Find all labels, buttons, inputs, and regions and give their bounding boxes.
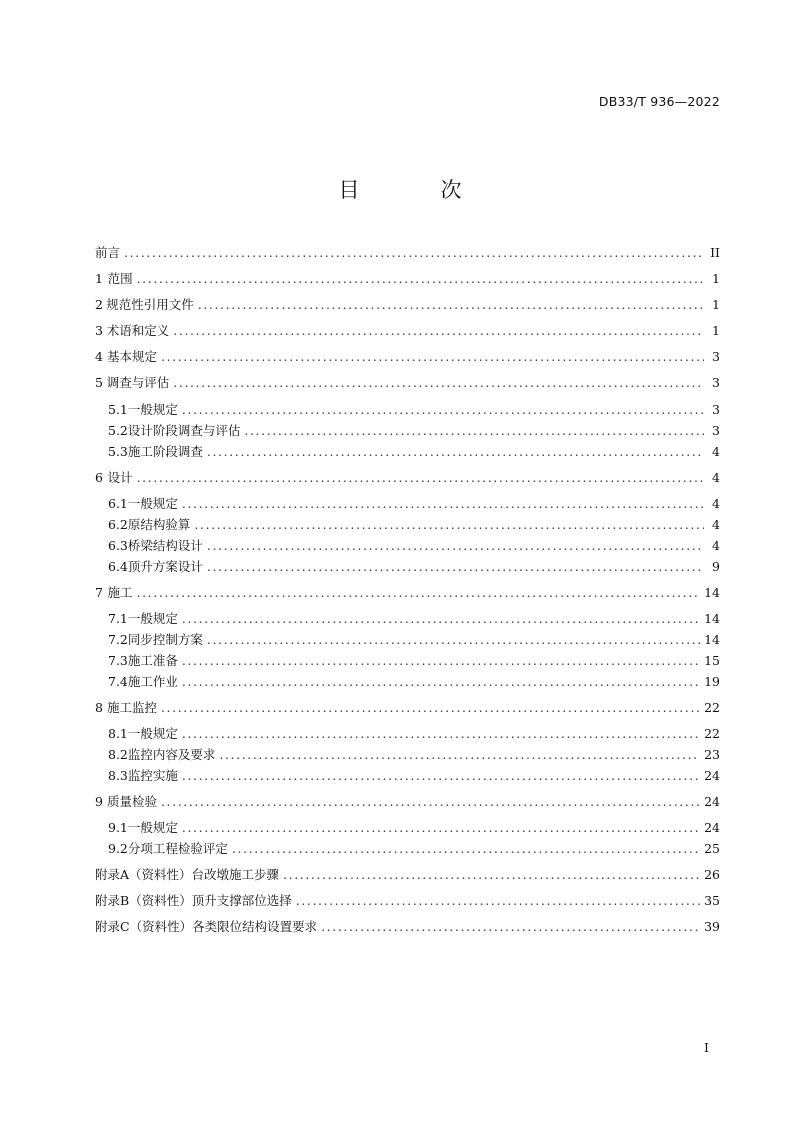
toc-leader-dots: [173, 322, 704, 340]
toc-leader-dots: [207, 537, 704, 555]
toc-entry-number: 1: [95, 271, 103, 286]
toc-entry[interactable]: [95, 793, 720, 811]
toc-entry-page: 22: [704, 700, 720, 715]
toc-leader-dots: [207, 443, 704, 461]
page-folio: I: [704, 1040, 709, 1055]
toc-entry[interactable]: [108, 516, 720, 534]
toc-leader-dots: [283, 866, 700, 884]
toc-entry-title: 设计: [107, 470, 133, 485]
toc-leader-dots: [161, 348, 704, 366]
toc-entry-number: 6.2: [108, 517, 128, 532]
toc-entry[interactable]: [108, 673, 720, 691]
toc-entry-title: 各类限位结构设置要求: [192, 919, 318, 934]
toc-entry[interactable]: [95, 296, 720, 314]
toc-leader-dots: [173, 374, 704, 392]
toc-entry[interactable]: [108, 767, 720, 785]
toc-entry-page: 4: [712, 517, 720, 532]
toc-entry[interactable]: [95, 348, 720, 366]
toc-entry-nature: （资料性）: [129, 919, 193, 934]
toc-entry-title: 基本规定: [107, 349, 158, 364]
toc-entry-title: 施工准备: [127, 653, 178, 668]
toc-entry-page: 26: [704, 867, 720, 882]
toc-entry-title: 原结构验算: [127, 517, 191, 532]
toc-entry[interactable]: [108, 840, 720, 858]
toc-entry-title: 一般规定: [127, 611, 178, 626]
toc-entry-page: 4: [712, 470, 720, 485]
toc-leader-dots: [137, 270, 704, 288]
toc-leader-dots: [321, 918, 700, 936]
toc-entry-page: 4: [712, 444, 720, 459]
toc-entry-page: 14: [704, 611, 720, 626]
toc-entry-number: 附录A: [95, 867, 130, 882]
toc-entry[interactable]: [108, 746, 720, 764]
toc-entry-number: 附录B: [95, 893, 130, 908]
toc-entry-title: 同步控制方案: [127, 632, 203, 647]
toc-entry[interactable]: [108, 610, 720, 628]
toc-entry-number: 3: [95, 323, 103, 338]
toc-entry-number: 附录C: [95, 919, 130, 934]
toc-entry-title: 一般规定: [127, 726, 178, 741]
toc-leader-dots: [182, 767, 700, 785]
toc-leader-dots: [182, 652, 700, 670]
toc-entry[interactable]: [108, 631, 720, 649]
toc-entry[interactable]: [95, 892, 720, 910]
toc-entry-title: 一般规定: [127, 496, 178, 511]
toc-leader-dots: [207, 631, 700, 649]
toc-entry-page: 25: [704, 841, 720, 856]
toc-entry-page: 23: [704, 747, 720, 762]
toc-entry-title: 一般规定: [127, 402, 178, 417]
toc-entry-title: 一般规定: [127, 820, 178, 835]
toc-leader-dots: [194, 516, 704, 534]
toc-entry-page: 35: [704, 893, 720, 908]
toc-entry-number: 7.4: [108, 674, 128, 689]
toc-entry-number: 7: [95, 585, 103, 600]
toc-entry-nature: （资料性）: [129, 867, 192, 882]
document-code: DB33/T 936—2022: [598, 94, 720, 109]
toc-entry[interactable]: [108, 443, 720, 461]
toc-entry-page: 1: [712, 323, 720, 338]
toc-entry-title: 桥梁结构设计: [127, 538, 203, 553]
toc-entry-number: 5.2: [108, 423, 128, 438]
toc-entry-page: 3: [712, 375, 720, 390]
toc-entry-number: 6.1: [108, 496, 128, 511]
toc-entry-title: 范围: [107, 271, 133, 286]
toc-entry-title: 顶升方案设计: [127, 559, 203, 574]
toc-entry-page: 1: [712, 271, 720, 286]
toc-entry[interactable]: [108, 725, 720, 743]
toc-entry-title: 监控内容及要求: [127, 747, 216, 762]
toc-entry-number: 9.2: [108, 841, 128, 856]
toc-entry-title: 施工作业: [127, 674, 178, 689]
toc-entry-title: 分项工程检验评定: [127, 841, 228, 856]
toc-entry-number: 5: [95, 375, 103, 390]
toc-entry[interactable]: [108, 558, 720, 576]
toc-entry-title: 台改墩施工步骤: [191, 867, 280, 882]
toc-entry-number: 8.2: [108, 747, 128, 762]
toc-leader-dots: [207, 558, 704, 576]
toc-entry-title: 施工: [107, 585, 133, 600]
toc-leader-dots: [182, 725, 700, 743]
toc-entry[interactable]: [95, 918, 720, 936]
toc-entry[interactable]: [108, 422, 720, 440]
toc-entry-page: 3: [712, 349, 720, 364]
toc-entry-number: 2: [95, 297, 103, 312]
toc-leader-dots: [161, 699, 700, 717]
toc-entry-page: 14: [704, 632, 720, 647]
toc-entry-number: 9.1: [108, 820, 128, 835]
toc-entry-page: II: [710, 245, 720, 260]
toc-entry-page: 3: [712, 402, 720, 417]
toc-entry-title: 前言: [95, 245, 121, 260]
toc-leader-dots: [161, 793, 700, 811]
toc-entry-number: 7.2: [108, 632, 128, 647]
toc-leader-dots: [182, 610, 700, 628]
toc-entry[interactable]: [108, 495, 720, 513]
toc-entry-page: 24: [704, 794, 720, 809]
toc-entry[interactable]: [95, 699, 720, 717]
toc-entry-title: 施工阶段调查: [127, 444, 203, 459]
toc-leader-dots: [137, 469, 704, 487]
toc-entry-number: 5.3: [108, 444, 128, 459]
toc-entry-title: 监控实施: [127, 768, 178, 783]
toc-entry-page: 24: [704, 768, 720, 783]
toc-entry-page: 14: [704, 585, 720, 600]
toc-leader-dots: [182, 495, 704, 513]
toc-entry-number: 7.1: [108, 611, 128, 626]
toc-entry-number: 5.1: [108, 402, 128, 417]
toc-entry-number: 6.3: [108, 538, 128, 553]
toc-entry-number: 7.3: [108, 653, 128, 668]
toc-entry-title: 施工监控: [106, 700, 157, 715]
toc-entry-page: 9: [712, 559, 720, 574]
toc-entry-number: 8.3: [108, 768, 128, 783]
toc-entry-number: 9: [95, 794, 103, 809]
toc-entry[interactable]: [95, 866, 720, 884]
toc-entry[interactable]: [108, 652, 720, 670]
toc-entry-nature: （资料性）: [129, 893, 192, 908]
toc-title: 目 次: [338, 178, 492, 202]
toc-entry[interactable]: [95, 270, 720, 288]
toc-entry-number: 8: [95, 700, 103, 715]
toc-leader-dots: [182, 819, 700, 837]
toc-entry[interactable]: [108, 401, 720, 419]
toc-entry-number: 6: [95, 470, 103, 485]
toc-entry-number: 6.4: [108, 559, 128, 574]
toc-entry[interactable]: [95, 374, 720, 392]
toc-entry[interactable]: [108, 819, 720, 837]
toc-leader-dots: [296, 892, 700, 910]
toc-leader-dots: [198, 296, 704, 314]
toc-entry[interactable]: [95, 244, 720, 262]
toc-entry-page: 3: [712, 423, 720, 438]
toc-entry[interactable]: [95, 584, 720, 602]
toc-entry-page: 4: [712, 496, 720, 511]
toc-entry-title: 设计阶段调查与评估: [127, 423, 241, 438]
toc-entry-title: 顶升支撑部位选择: [191, 893, 292, 908]
toc-leader-dots: [232, 840, 700, 858]
toc-entry-page: 39: [704, 919, 720, 934]
toc-entry-page: 1: [712, 297, 720, 312]
toc-entry-title: 术语和定义: [106, 323, 170, 338]
toc-entry-number: 4: [95, 349, 103, 364]
toc-entry-page: 15: [704, 653, 720, 668]
toc-leader-dots: [137, 584, 701, 602]
toc-entry-page: 4: [712, 538, 720, 553]
toc-entry-page: 24: [704, 820, 720, 835]
toc-entry-page: 19: [704, 674, 720, 689]
toc-entry[interactable]: [95, 469, 720, 487]
toc-entry-title: 规范性引用文件: [106, 297, 194, 312]
toc-leader-dots: [182, 401, 704, 419]
toc-leader-dots: [124, 244, 704, 262]
toc-entry-title: 质量检验: [106, 794, 157, 809]
toc-leader-dots: [182, 673, 700, 691]
toc-leader-dots: [244, 422, 704, 440]
toc-entry[interactable]: [95, 322, 720, 340]
toc-leader-dots: [219, 746, 700, 764]
toc-entry[interactable]: [108, 537, 720, 555]
toc-entry-title: 调查与评估: [106, 375, 170, 390]
toc-entry-number: 8.1: [108, 726, 128, 741]
toc-entry-page: 22: [704, 726, 720, 741]
